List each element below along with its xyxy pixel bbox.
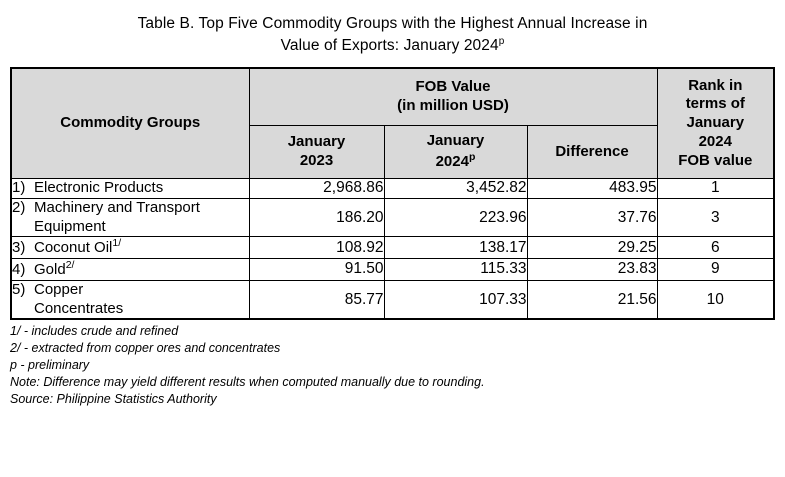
row-index: 5) (12, 280, 26, 298)
row-jan2024: 223.96 (384, 198, 527, 237)
page-title (10, 14, 775, 57)
row-difference: 21.56 (527, 280, 657, 319)
row-index: 3) (12, 239, 26, 257)
page-title-line1: Table B. Top Five Commodity Groups with the Highest Annual Increase in (137, 15, 648, 32)
row-rank: 6 (657, 237, 774, 259)
row-footnote-marker: 1/ (112, 237, 122, 250)
commodity-table (10, 67, 775, 320)
row-commodity-name (11, 179, 249, 199)
row-difference: 23.83 (527, 259, 657, 281)
row-jan2024: 138.17 (384, 237, 527, 259)
row-jan2024: 3,452.82 (384, 179, 527, 199)
row-rank: 9 (657, 259, 774, 281)
table-head (11, 68, 774, 179)
footnote-2: 2/ - extracted from copper ores and concentrates (10, 341, 281, 356)
page-title-superscript: p (498, 35, 505, 47)
header-fob-value (249, 68, 657, 126)
header-january-2023-line1: January (287, 133, 346, 151)
footnote-1: 1/ - includes crude and refined (10, 324, 179, 339)
header-difference: Difference (527, 126, 657, 179)
row-name-text: Machinery and Transport Equipment (34, 198, 200, 235)
header-fob-value-line1: FOB Value (415, 78, 491, 96)
table-header-row-1 (11, 68, 774, 126)
source-line: Source: Philippine Statistics Authority (10, 391, 217, 406)
row-name-text: Coconut Oil (34, 239, 113, 257)
header-commodity-groups: Commodity Groups (11, 68, 249, 179)
header-fob-value-line2: (in million USD) (397, 97, 509, 114)
header-january-2023 (249, 126, 384, 179)
row-jan2024: 107.33 (384, 280, 527, 319)
row-jan2024: 115.33 (384, 259, 527, 281)
row-index: 2) (12, 198, 26, 216)
row-name-text: Electronic Products (34, 179, 164, 196)
row-name-text: Copper Concentrates (34, 280, 124, 317)
header-january-2024 (384, 126, 527, 179)
row-jan2023: 108.92 (249, 237, 384, 259)
row-jan2023: 85.77 (249, 280, 384, 319)
row-commodity-name (11, 280, 249, 319)
table-row (11, 259, 774, 281)
table-row (11, 198, 774, 237)
table-notes (10, 323, 775, 407)
row-difference: 37.76 (527, 198, 657, 237)
header-january-2024-line1: January (426, 132, 485, 150)
table-row (11, 237, 774, 259)
header-rank-line5: FOB value (678, 151, 753, 169)
row-commodity-name (11, 259, 249, 281)
header-rank-line2: terms of (685, 95, 745, 113)
row-footnote-marker: 2/ (65, 259, 75, 271)
row-rank: 3 (657, 198, 774, 237)
header-rank-line4: 2024 (698, 132, 732, 150)
header-rank-line3: January (686, 114, 745, 132)
note-rounding: Note: Difference may yield different results when computed manually due to rounding. (10, 374, 485, 389)
table-body (11, 179, 774, 320)
row-rank: 1 (657, 179, 774, 199)
row-rank: 10 (657, 280, 774, 319)
row-commodity-name (11, 237, 249, 259)
row-commodity-name (11, 198, 249, 237)
header-january-2024-line2: 2024 (435, 153, 469, 170)
row-jan2023: 186.20 (249, 198, 384, 237)
footnote-preliminary: p - preliminary (10, 358, 90, 372)
row-jan2023: 2,968.86 (249, 179, 384, 199)
row-index: 1) (12, 179, 26, 196)
row-difference: 29.25 (527, 237, 657, 259)
header-rank-line1: Rank in (688, 76, 743, 94)
table-row (11, 280, 774, 319)
row-jan2023: 91.50 (249, 259, 384, 281)
row-index: 4) (12, 261, 26, 278)
header-rank (657, 68, 774, 179)
header-january-2023-line2: 2023 (299, 152, 334, 169)
header-january-2024-superscript: p (468, 151, 476, 163)
row-name-text: Gold (34, 261, 66, 278)
row-difference: 483.95 (527, 179, 657, 199)
page-title-line2: Value of Exports: January 2024 (280, 37, 499, 55)
table-row (11, 179, 774, 199)
